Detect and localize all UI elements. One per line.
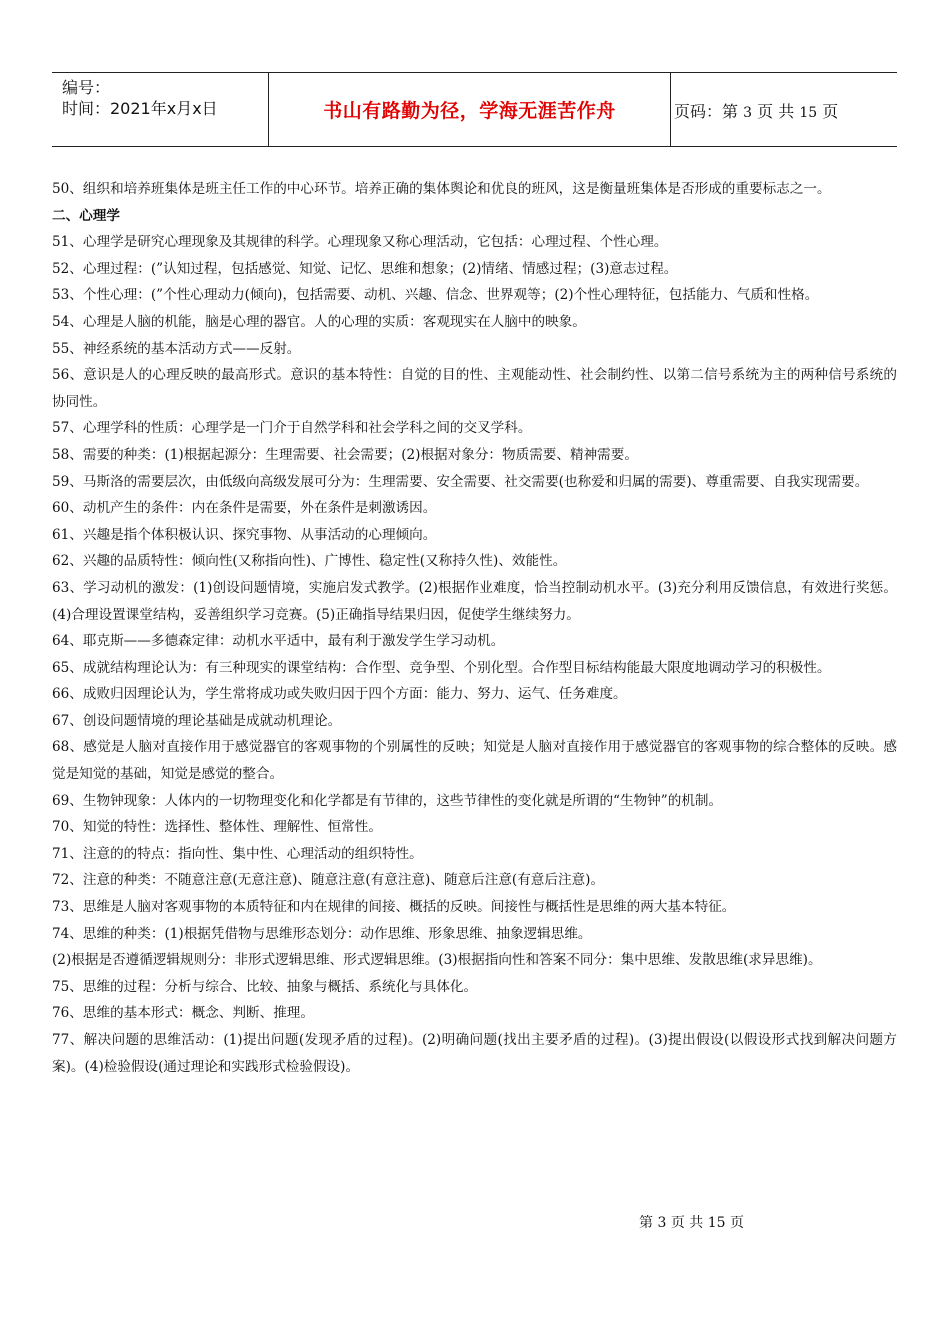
footer-current-page: 3 <box>657 1215 667 1231</box>
paragraph: 59、马斯洛的需要层次，由低级向高级发展可分为：生理需要、安全需要、社交需要(也称爱和归属的需要)、尊重需要、自我实现需要。 <box>52 473 869 490</box>
paragraph: 57、心理学科的性质：心理学是一门介于自然学科和社会学科之间的交叉学科。 <box>52 420 532 437</box>
footer-mid: 页 共 <box>670 1215 704 1231</box>
header-motto: 书山有路勤为径，学海无涯苦作舟 <box>323 100 616 122</box>
footer-suffix: 页 <box>730 1215 745 1231</box>
paragraph: 70、知觉的特性：选择性、整体性、理解性、恒常性。 <box>52 819 382 836</box>
section-heading: 二、心理学 <box>52 207 120 224</box>
paragraph: 73、思维是人脑对客观事物的本质特征和内在规律的间接、概括的反映。间接性与概括性是思维的两大基本特征。 <box>52 899 736 916</box>
paragraph: 68、感觉是人脑对直接作用于感觉器官的客观事物的个别属性的反映；知觉是人脑对直接作用于感觉器官的客观事物的综合整体的反映。感觉是知觉的基础，知觉是感觉的整合。 <box>52 739 897 783</box>
document-body <box>52 176 897 1080</box>
header-page-number <box>674 99 838 122</box>
paragraph: 63、学习动机的激发：(1)创设问题情境，实施启发式教学。(2)根据作业难度，恰当控制动机水平。(3)充分利用反馈信息，有效进行奖惩。(4)合理设置课堂结构，妥善组织学习竞赛。(5)正确指导结果归因，促使学生继续努力。 <box>52 579 897 623</box>
paragraph: 58、需要的种类：(1)根据起源分：生理需要、社会需要；(2)根据对象分：物质需要、精神需要。 <box>52 446 638 463</box>
header-divider <box>670 73 671 146</box>
paragraph: 62、兴趣的品质特性：倾向性(又称指向性)、广博性、稳定性(又称持久性)、效能性。 <box>52 553 567 570</box>
paragraph: 52、心理过程：(”认知过程，包括感觉、知觉、记忆、思维和想象；(2)情绪、情感过程；(3)意志过程。 <box>52 260 678 277</box>
paragraph: 50、组织和培养班集体是班主任工作的中心环节。培养正确的集体舆论和优良的班风，这是衡量班集体是否形成的重要标志之一。 <box>52 181 831 197</box>
page-suffix: 页 <box>822 102 839 121</box>
paragraph: 65、成就结构理论认为：有三种现实的课堂结构：合作型、竞争型、个别化型。合作型目标结构能最大限度地调动学习的积极性。 <box>52 659 831 676</box>
paragraph: 53、个性心理：(”个性心理动力(倾向)，包括需要、动机、兴趣、信念、世界观等；(2)个性心理特征，包括能力、气质和性格。 <box>52 287 819 304</box>
document-time-label: 时间：2021年x月x日 <box>62 99 218 118</box>
paragraph: 61、兴趣是指个体积极认识、探究事物、从事活动的心理倾向。 <box>52 526 437 543</box>
footer-total-pages: 15 <box>707 1215 726 1231</box>
page-header <box>52 72 897 147</box>
paragraph: 56、意识是人的心理反映的最高形式。意识的基本特性：自觉的目的性、主观能动性、社会制约性、以第二信号系统为主的两种信号系统的协同性。 <box>52 367 897 410</box>
header-info <box>62 77 280 119</box>
page-prefix: 页码：第 <box>674 102 739 121</box>
paragraph: 74、思维的种类：(1)根据凭借物与思维形态划分：动作思维、形象思维、抽象逻辑思维。 <box>52 925 592 942</box>
paragraph: 54、心理是人脑的机能，脑是心理的器官。人的心理的实质：客观现实在人脑中的映象。 <box>52 313 586 330</box>
document-number-label: 编号： <box>62 78 111 97</box>
paragraph: 76、思维的基本形式：概念、判断、推理。 <box>52 1005 314 1022</box>
paragraph: 69、生物钟现象：人体内的一切物理变化和化学都是有节律的，这些节律性的变化就是所谓的“生物钟”的机制。 <box>52 792 723 809</box>
paragraph: 60、动机产生的条件：内在条件是需要，外在条件是刺激诱因。 <box>52 500 437 517</box>
paragraph: 77、解决问题的思维活动：(1)提出问题(发现矛盾的过程)。(2)明确问题(找出主要矛盾的过程)。(3)提出假设(以假设形式找到解决问题方案)。(4)检验假设(通过理论和实践形式检验假设)。 <box>52 1032 897 1075</box>
paragraph: 71、注意的的特点：指向性、集中性、心理活动的组织特性。 <box>52 845 423 862</box>
paragraph: 55、神经系统的基本活动方式——反射。 <box>52 340 301 357</box>
page-mid: 页 共 <box>757 102 795 121</box>
paragraph: 64、耶克斯——多德森定律：动机水平适中，最有利于激发学生学习动机。 <box>52 633 505 650</box>
page-current: 3 <box>743 105 753 121</box>
paragraph: 51、心理学是研究心理现象及其规律的科学。心理现象又称心理活动，它包括：心理过程、个性心理。 <box>52 234 668 251</box>
footer-prefix: 第 <box>639 1215 653 1231</box>
paragraph: 66、成败归因理论认为，学生常将成功或失败归因于四个方面：能力、努力、运气、任务难度。 <box>52 686 627 703</box>
page-footer <box>639 1212 744 1232</box>
paragraph: 75、思维的过程：分析与综合、比较、抽象与概括、系统化与具体化。 <box>52 978 478 995</box>
page-total: 15 <box>799 105 818 121</box>
paragraph: 67、创设问题情境的理论基础是成就动机理论。 <box>52 712 342 729</box>
paragraph: 72、注意的种类：不随意注意(无意注意)、随意注意(有意注意)、随意后注意(有意后注意)。 <box>52 872 605 889</box>
paragraph: (2)根据是否遵循逻辑规则分：非形式逻辑思维、形式逻辑思维。(3)根据指向性和答案不同分：集中思维、发散思维(求异思维)。 <box>52 952 822 969</box>
